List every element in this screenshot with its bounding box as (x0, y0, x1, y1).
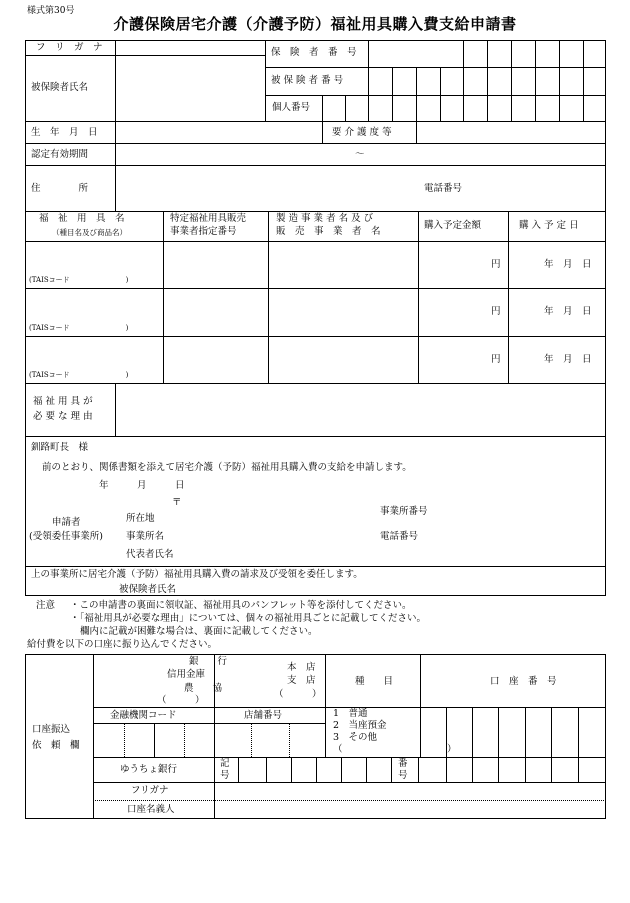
institution-code-label: 金融機関コード (110, 710, 177, 721)
postal-mark: 〒 (172, 497, 182, 508)
personal-number-label: 個人番号 (272, 102, 311, 113)
insured-name-field[interactable] (116, 56, 264, 120)
representative-label: 代表者氏名 (126, 549, 174, 560)
bank-type-nokyo: 農 協 (184, 683, 223, 694)
tais-code-label: (TAISコード ) (29, 324, 129, 332)
tais-code-label: (TAISコード ) (29, 276, 129, 284)
phone-label: 電話番号 (424, 183, 463, 194)
furigana-label: フ リ ガ ナ (36, 42, 103, 53)
applicant-sub-label: (受領委任事業所) (29, 531, 103, 542)
col-item-sub: （種目名及び商品名） (52, 228, 127, 237)
amount-yen: 円 (491, 306, 501, 317)
holder-furigana-label: フリガナ (131, 785, 169, 796)
kigo-label-2: 号 (220, 770, 230, 781)
account-holder-label: 口座名義人 (127, 804, 175, 815)
col-vendor-label-1: 特定福祉用具販売 (170, 213, 247, 224)
col-amount-label: 購入予定金額 (424, 220, 482, 231)
amount-yen: 円 (491, 354, 501, 365)
notes-heading: 注意 (36, 600, 56, 611)
col-item-label: 福 祉 用 具 名 (39, 213, 125, 224)
address-label: 住 所 (31, 183, 89, 194)
delegation-statement: 上の事業所に居宅介護（予防）福祉用具購入費の請求及び受領を委任します。 (31, 569, 363, 580)
yucho-label: ゆうちょ銀行 (120, 764, 178, 775)
birth-date-label: 生 年 月 日 (31, 127, 98, 138)
bank-type-bank: 銀 行 (189, 656, 228, 667)
application-date: 年 月 日 (99, 480, 185, 491)
location-label: 所在地 (126, 513, 155, 524)
tais-code-label: (TAISコード ) (29, 371, 129, 379)
bank-section-label-2: 依 頼 欄 (32, 740, 80, 751)
account-number-label: 口 座 番 号 (490, 676, 557, 687)
branch-number-label: 店舗番号 (244, 710, 283, 721)
cert-period-label: 認定有効期間 (31, 149, 89, 160)
bank-type-shinkin: 信用金庫 (167, 669, 206, 680)
col-maker-label-2: 販 売 事 業 者 名 (276, 226, 381, 237)
bank-section-label-1: 口座振込 (32, 724, 71, 735)
purchase-date: 年 月 日 (544, 306, 592, 317)
amount-yen: 円 (491, 259, 501, 270)
insured-number-label: 被 保 険 者 番 号 (271, 75, 344, 86)
addressee: 釧路町長 様 (31, 442, 89, 453)
col-maker-label-1: 製 造 事 業 者 名 及 び (276, 213, 374, 224)
bango-label-1: 番 (398, 758, 408, 769)
bango-label-2: 号 (398, 770, 408, 781)
insurer-number-label: 保 険 者 番 号 (271, 47, 357, 58)
insured-name-label: 被保険者氏名 (31, 82, 89, 93)
note-line-1: ・この申請書の裏面に領収証、福祉用具のパンフレット等を添付してください。 (70, 600, 412, 611)
form-number: 様式第30号 (27, 6, 75, 16)
office-number-label: 事業所番号 (380, 506, 428, 517)
account-type-option-3: 3 その他 (333, 732, 378, 743)
col-vendor-label-2: 事業者指定番号 (170, 226, 237, 237)
branch-type-branch: 支 店 (287, 675, 316, 686)
kigo-label-1: 記 (220, 758, 230, 769)
reason-label-2: 必 要 な 理 由 (33, 411, 93, 422)
account-type-option-2: 2 当座預金 (333, 720, 387, 731)
note-line-3: 欄内に記載が困難な場合は、裏面に記載してください。 (80, 626, 318, 637)
branch-type-main: 本 店 (287, 662, 316, 673)
cert-period-separator: ～ (355, 149, 365, 160)
delegator-name-label: 被保険者氏名 (119, 584, 177, 595)
branch-paren: （ ） (274, 689, 322, 700)
bank-paren: （ ） (157, 695, 205, 706)
purchase-date: 年 月 日 (544, 259, 592, 270)
page-title: 介護保険居宅介護（介護予防）福祉用具購入費支給申請書 (113, 15, 517, 33)
application-statement: 前のとおり、関係書類を添えて居宅介護（予防）福祉用具購入費の支給を申請します。 (42, 462, 412, 473)
account-type-label: 種 目 (355, 676, 394, 687)
account-type-other-paren: （ ） (333, 744, 457, 755)
office-name-label: 事業所名 (126, 531, 165, 542)
applicant-label: 申請者 (52, 517, 81, 528)
purchase-date: 年 月 日 (544, 354, 592, 365)
care-level-label: 要 介 護 度 等 (332, 127, 392, 138)
transfer-instruction: 給付費を以下の口座に振り込んでください。 (27, 639, 218, 650)
note-line-2: ・「福祉用具が必要な理由」については、個々の福祉用具ごとに記載してください。 (70, 613, 427, 624)
col-date-label: 購 入 予 定 日 (519, 220, 579, 231)
account-type-option-1: 1 普通 (333, 708, 368, 719)
office-phone-label: 電話番号 (380, 531, 419, 542)
reason-label-1: 福 祉 用 具 が (33, 396, 93, 407)
